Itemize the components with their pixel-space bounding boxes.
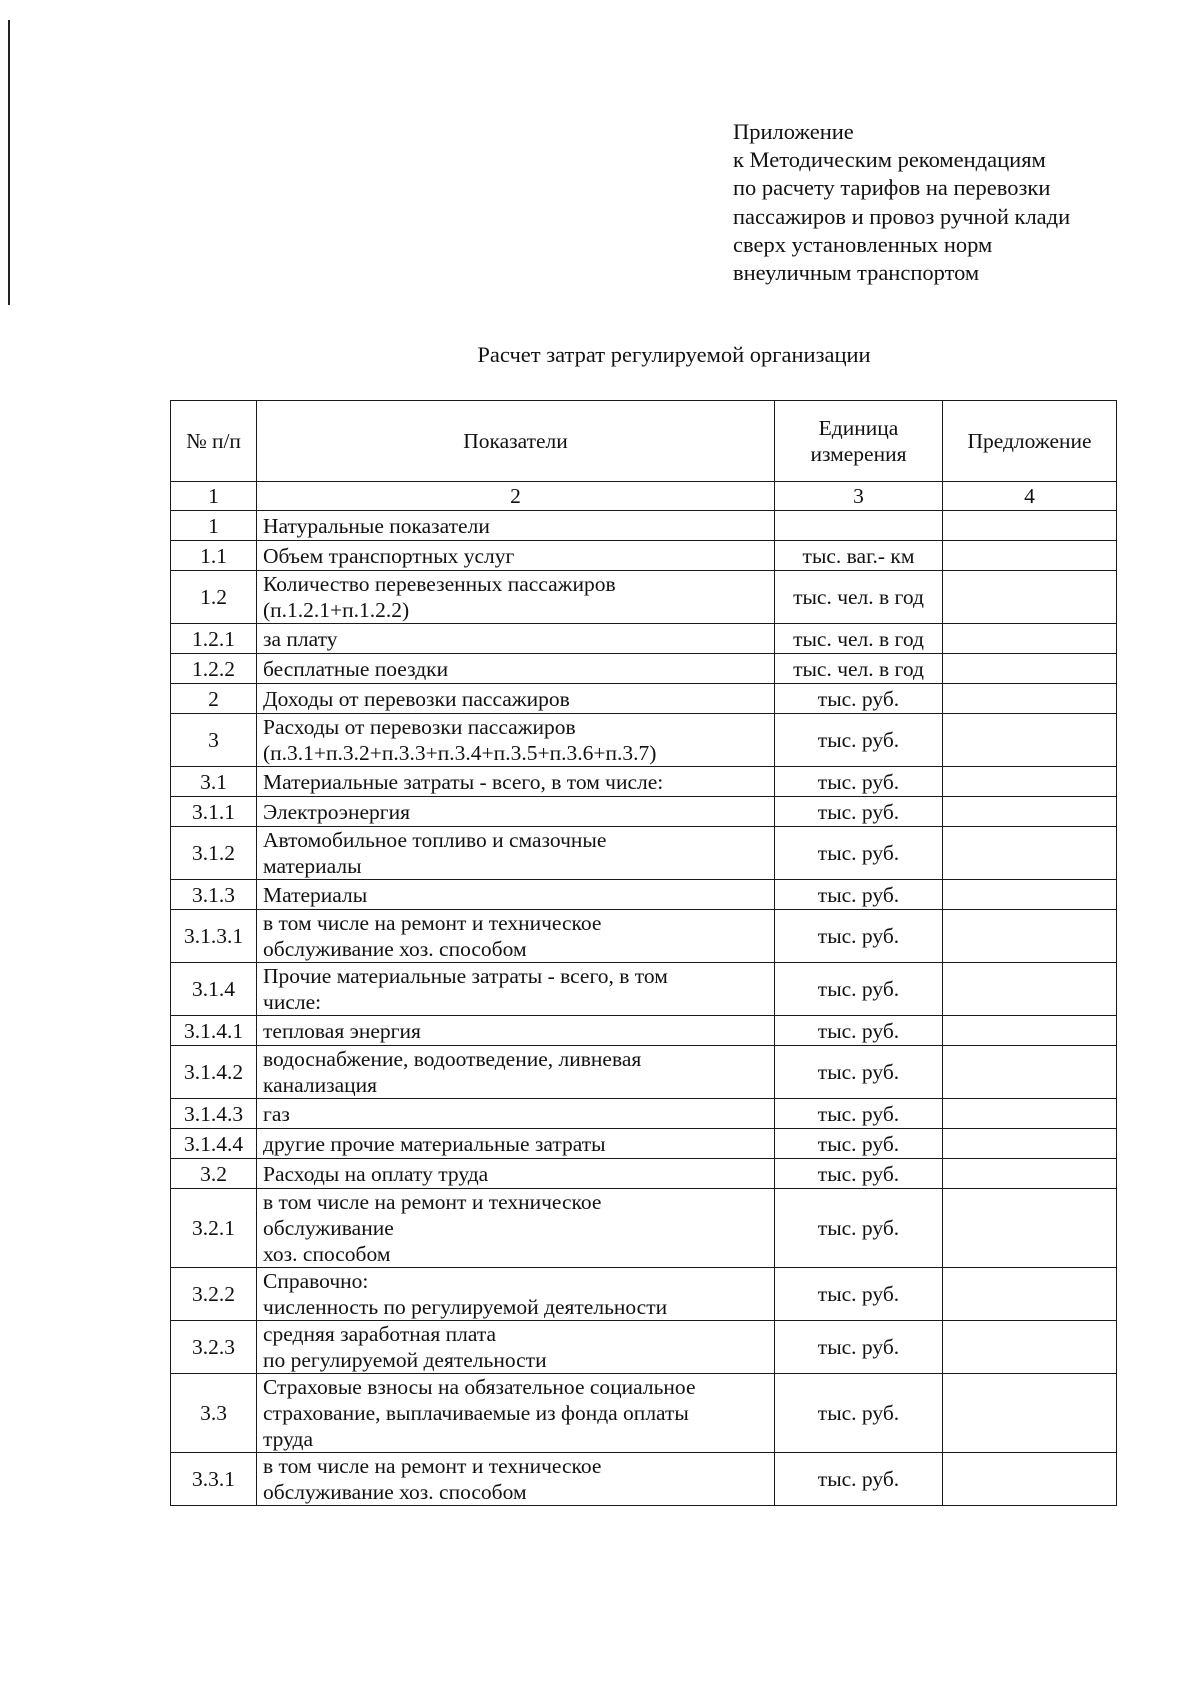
row-unit: тыс. руб. — [775, 1129, 943, 1159]
table-row — [171, 654, 1117, 684]
row-indicator: другие прочие материальные затраты — [257, 1129, 775, 1159]
row-indicator: Страховые взносы на обязательное социальное страхование, выплачиваемые из фонда оплаты труда — [257, 1374, 775, 1453]
row-proposal — [943, 1159, 1117, 1189]
row-indicator: Прочие материальные затраты - всего, в том числе: — [257, 963, 775, 1016]
table-row — [171, 1189, 1117, 1268]
row-indicator: Расходы на оплату труда — [257, 1159, 775, 1189]
row-number: 1.1 — [171, 541, 257, 571]
row-number: 2 — [171, 684, 257, 714]
document-title: Расчет затрат регулируемой организации — [477, 342, 871, 367]
appendix-line: пассажиров и провоз ручной клади — [733, 203, 1071, 229]
row-unit: тыс. руб. — [775, 1453, 943, 1506]
table-row — [171, 963, 1117, 1016]
table-row — [171, 1374, 1117, 1453]
row-proposal — [943, 1374, 1117, 1453]
row-proposal — [943, 624, 1117, 654]
row-number: 3.1.1 — [171, 797, 257, 827]
column-number: 4 — [943, 482, 1117, 511]
row-proposal — [943, 541, 1117, 571]
table-row — [171, 827, 1117, 880]
row-number: 3.1.4.3 — [171, 1099, 257, 1129]
row-number: 3.1.3.1 — [171, 910, 257, 963]
row-unit: тыс. чел. в год — [775, 571, 943, 624]
row-proposal — [943, 571, 1117, 624]
row-unit: тыс. руб. — [775, 1016, 943, 1046]
table-row — [171, 624, 1117, 654]
table-row — [171, 1159, 1117, 1189]
appendix-line: к Методическим рекомендациям — [733, 147, 1046, 173]
row-proposal — [943, 1129, 1117, 1159]
row-unit: тыс. руб. — [775, 797, 943, 827]
row-indicator: в том числе на ремонт и техническое обслуживание хоз. способом — [257, 910, 775, 963]
row-number: 1 — [171, 511, 257, 541]
row-unit: тыс. руб. — [775, 1189, 943, 1268]
table-row — [171, 714, 1117, 767]
row-unit — [775, 511, 943, 541]
row-unit: тыс. руб. — [775, 910, 943, 963]
row-unit: тыс. руб. — [775, 963, 943, 1016]
row-number: 1.2.1 — [171, 624, 257, 654]
row-indicator: Материальные затраты - всего, в том числе: — [257, 767, 775, 797]
row-proposal — [943, 1016, 1117, 1046]
row-number: 3.2.3 — [171, 1321, 257, 1374]
row-unit: тыс. ваг.- км — [775, 541, 943, 571]
table-row — [171, 1453, 1117, 1506]
table-row — [171, 880, 1117, 910]
table-body — [171, 511, 1117, 1506]
appendix-line: по расчету тарифов на перевозки — [733, 175, 1051, 201]
row-proposal — [943, 910, 1117, 963]
row-indicator: Натуральные показатели — [257, 511, 775, 541]
row-proposal — [943, 654, 1117, 684]
row-unit: тыс. руб. — [775, 1046, 943, 1099]
row-number: 3.1.4.1 — [171, 1016, 257, 1046]
row-indicator: Расходы от перевозки пассажиров (п.3.1+п.3.2+п.3.3+п.3.4+п.3.5+п.3.6+п.3.7) — [257, 714, 775, 767]
row-indicator: газ — [257, 1099, 775, 1129]
row-indicator: средняя заработная плата по регулируемой деятельности — [257, 1321, 775, 1374]
row-indicator: за плату — [257, 624, 775, 654]
row-proposal — [943, 827, 1117, 880]
table-row — [171, 797, 1117, 827]
header-unit: Единица измерения — [775, 401, 943, 482]
column-number: 3 — [775, 482, 943, 511]
row-unit: тыс. руб. — [775, 1321, 943, 1374]
row-indicator: в том числе на ремонт и техническое обслуживание хоз. способом — [257, 1453, 775, 1506]
row-proposal — [943, 1268, 1117, 1321]
header-proposal: Предложение — [943, 401, 1117, 482]
row-indicator: водоснабжение, водоотведение, ливневая канализация — [257, 1046, 775, 1099]
table-row — [171, 571, 1117, 624]
row-unit: тыс. руб. — [775, 1268, 943, 1321]
row-indicator: тепловая энергия — [257, 1016, 775, 1046]
row-proposal — [943, 684, 1117, 714]
table-row — [171, 767, 1117, 797]
appendix-note — [733, 118, 1173, 287]
row-proposal — [943, 963, 1117, 1016]
table-row — [171, 1129, 1117, 1159]
table-row — [171, 1016, 1117, 1046]
row-number: 1.2.2 — [171, 654, 257, 684]
cost-calculation-table — [170, 400, 1117, 1506]
row-number: 3.1.4 — [171, 963, 257, 1016]
row-indicator: Справочно: численность по регулируемой деятельности — [257, 1268, 775, 1321]
header-indicator: Показатели — [257, 401, 775, 482]
header-num: № п/п — [171, 401, 257, 482]
row-indicator: Автомобильное топливо и смазочные материалы — [257, 827, 775, 880]
row-indicator: Количество перевезенных пассажиров (п.1.2.1+п.1.2.2) — [257, 571, 775, 624]
column-number: 1 — [171, 482, 257, 511]
left-margin-line — [8, 20, 10, 305]
row-proposal — [943, 1099, 1117, 1129]
row-unit: тыс. руб. — [775, 767, 943, 797]
row-unit: тыс. руб. — [775, 880, 943, 910]
row-proposal — [943, 511, 1117, 541]
table-row — [171, 910, 1117, 963]
row-number: 3.2.1 — [171, 1189, 257, 1268]
table-row — [171, 1046, 1117, 1099]
table-row — [171, 511, 1117, 541]
row-indicator: бесплатные поездки — [257, 654, 775, 684]
row-number: 3.2.2 — [171, 1268, 257, 1321]
row-unit: тыс. руб. — [775, 827, 943, 880]
appendix-line: Приложение — [733, 119, 854, 144]
column-number: 2 — [257, 482, 775, 511]
row-number: 3.2 — [171, 1159, 257, 1189]
row-proposal — [943, 880, 1117, 910]
table-row — [171, 541, 1117, 571]
table-row — [171, 684, 1117, 714]
row-indicator: в том числе на ремонт и техническое обслуживание хоз. способом — [257, 1189, 775, 1268]
row-proposal — [943, 1453, 1117, 1506]
row-proposal — [943, 714, 1117, 767]
row-unit: тыс. руб. — [775, 684, 943, 714]
row-number: 3.1.2 — [171, 827, 257, 880]
row-number: 3.1 — [171, 767, 257, 797]
row-proposal — [943, 1046, 1117, 1099]
row-indicator: Объем транспортных услуг — [257, 541, 775, 571]
row-unit: тыс. руб. — [775, 1099, 943, 1129]
row-proposal — [943, 767, 1117, 797]
appendix-line: сверх установленных норм — [733, 231, 993, 257]
row-unit: тыс. чел. в год — [775, 654, 943, 684]
row-unit: тыс. руб. — [775, 714, 943, 767]
table-row — [171, 1321, 1117, 1374]
row-unit: тыс. руб. — [775, 1374, 943, 1453]
row-number: 3.1.4.4 — [171, 1129, 257, 1159]
row-number: 3 — [171, 714, 257, 767]
row-number: 1.2 — [171, 571, 257, 624]
table-row — [171, 1268, 1117, 1321]
row-proposal — [943, 797, 1117, 827]
table-header-row — [171, 401, 1117, 482]
row-proposal — [943, 1189, 1117, 1268]
appendix-line: внеуличным транспортом — [733, 260, 980, 286]
row-indicator: Материалы — [257, 880, 775, 910]
row-number: 3.3.1 — [171, 1453, 257, 1506]
row-proposal — [943, 1321, 1117, 1374]
table-row — [171, 1099, 1117, 1129]
row-number: 3.3 — [171, 1374, 257, 1453]
row-number: 3.1.4.2 — [171, 1046, 257, 1099]
column-number-row — [171, 482, 1117, 511]
row-indicator: Доходы от перевозки пассажиров — [257, 684, 775, 714]
row-unit: тыс. руб. — [775, 1159, 943, 1189]
row-indicator: Электроэнергия — [257, 797, 775, 827]
row-number: 3.1.3 — [171, 880, 257, 910]
row-unit: тыс. чел. в год — [775, 624, 943, 654]
